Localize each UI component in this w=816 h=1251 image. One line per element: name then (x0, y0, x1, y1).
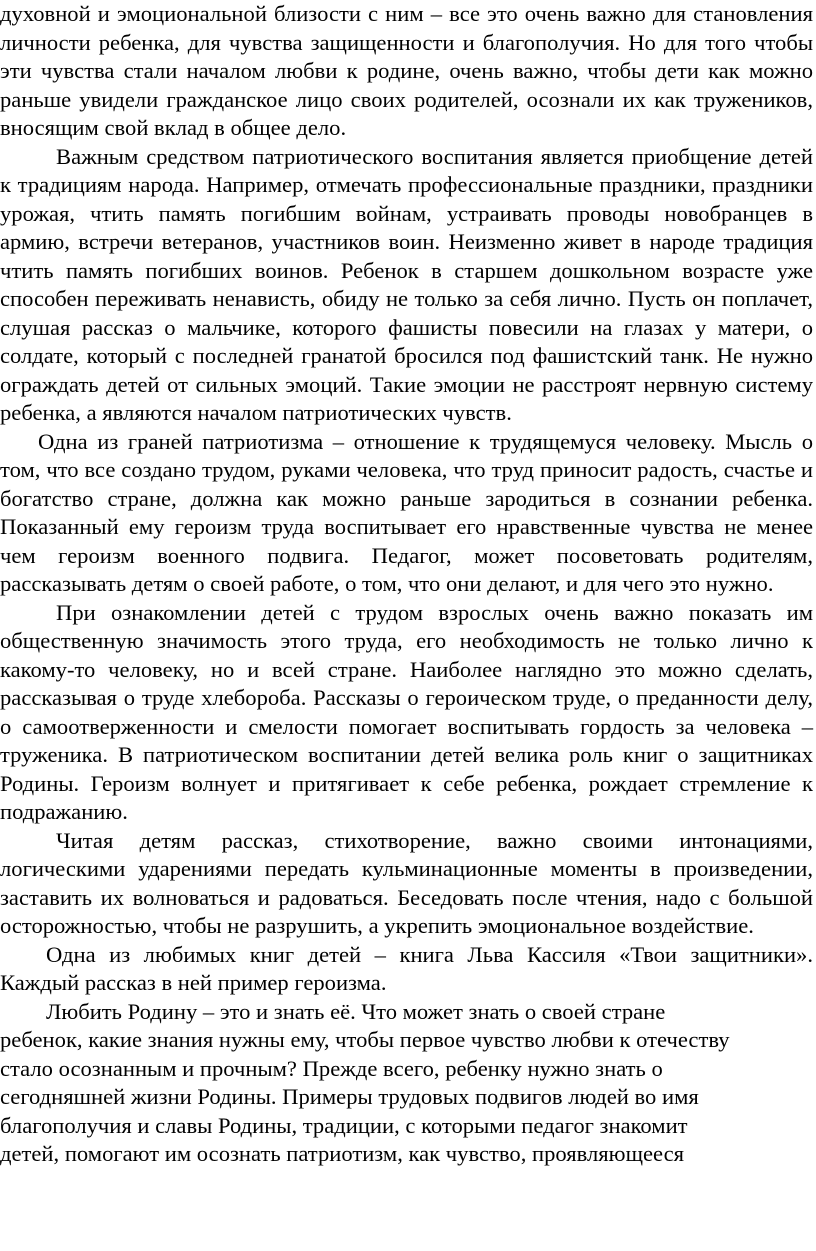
text-line: детей, помогают им осознать патриотизм, как чувство, проявляющееся (0, 1141, 685, 1166)
paragraph-love-homeland (0, 998, 813, 1169)
paragraph-kassil-book: Одна из любимых книг детей – книга Льва Кассиля «Твои защитники». Каждый рассказ в ней пример героизма. (0, 941, 813, 995)
paragraph-labor: Одна из граней патриотизма – отношение к трудящемуся человеку. Мысль о том, что все создано трудом, руками человека, что труд приносит радость, счастье и богатство стране, должна как можно раньше зародиться в сознании ребенка. Показанный ему героизм труда воспитывает его нравственные чувства не менее чем героизм военного подвига. Педагог, может посоветовать родителям, рассказывать детям о своей работе, о том, что они делают, и для чего это нужно. (0, 428, 813, 596)
paragraph-adult-work: При ознакомлении детей с трудом взрослых очень важно показать им общественную значимость этого труда, его необходимость не только лично к какому-то человеку, но и всей стране. Наиболее наглядно это можно сделать, рассказывая о труде хлебороба. Рассказы о героическом труде, о преданности делу, о самоотверженности и смелости помогает воспитывать гордость за человека – труженика. В патриотическом воспитании детей велика роль книг о защитниках Родины. Героизм волнует и притягивает к себе ребенка, рождает стремление к подражанию. (0, 599, 813, 824)
paragraph-traditions: Важным средством патриотического воспитания является приобщение детей к традициям народа. Например, отмечать профессиональные праздники, праздники урожая, чтить память погибшим войнам, устраивать проводы новобранцев в армию, встречи ветеранов, участников воин. Неизменно живет в народе традиция чтить память погибших воинов. Ребенок в старшем дошкольном возрасте уже способен переживать ненависть, обиду не только за себя лично. Пусть он поплачет, слушая рассказ о мальчике, которого фашисты повесили на глазах у матери, о солдате, который с последней гранатой бросился под фашистский танк. Не нужно ограждать детей от сильных эмоций. Такие эмоции не расстроят нервную систему ребенка, а являются началом патриотических чувств. (0, 143, 813, 425)
text-line: ребенок, какие знания нужны ему, чтобы первое чувство любви к отечеству (0, 1027, 730, 1052)
text-line: Любить Родину – это и знать её. Что может знать о своей стране (46, 998, 666, 1024)
paragraph-reading: Читая детям рассказ, стихотворение, важно своими интонациями, логическими ударениями передать кульминационные моменты в произведении, заставить их волноваться и радоваться. Беседовать после чтения, надо с большой осторожностью, чтобы не разрушить, а укрепить эмоциональное воздействие. (0, 827, 813, 938)
text-line: стало осознанным и прочным? Прежде всего, ребенку нужно знать о (0, 1055, 663, 1081)
text-line: сегодняшней жизни Родины. Примеры трудовых подвигов людей во имя (0, 1084, 699, 1109)
text-line: благополучия и славы Родины, традиции, с которыми педагог знакомит (0, 1112, 688, 1138)
paragraph-intimacy: духовной и эмоциональной близости с ним – все это очень важно для становления личности ребенка, для чувства защищенности и благополучия. Но для того чтобы эти чувства стали началом любви к родине, очень важно, чтобы дети как можно раньше увидели гражданское лицо своих родителей, осознали их как тружеников, вносящим свой вклад в общее дело. (0, 1, 813, 140)
